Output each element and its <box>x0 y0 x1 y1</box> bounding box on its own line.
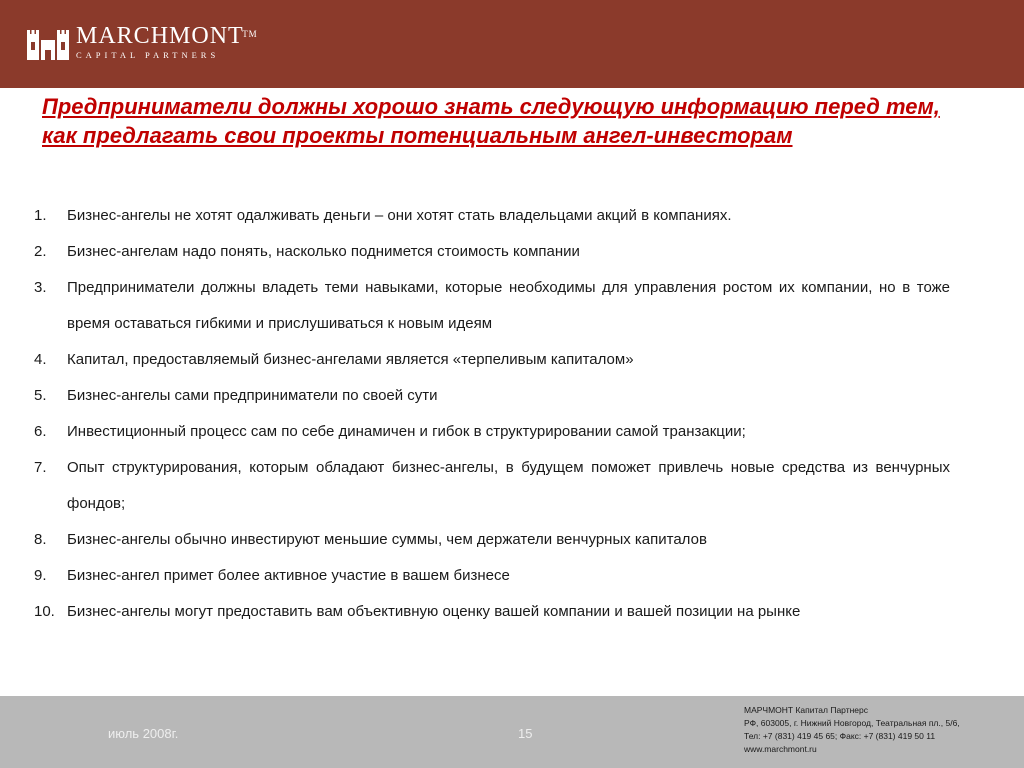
company-address: РФ, 603005, г. Нижний Новгород, Театральная пл., 5/6, <box>744 718 960 728</box>
list-item-text: Бизнес-ангелы обычно инвестируют меньшие суммы, чем держатели венчурных капиталов <box>67 531 707 548</box>
list-item <box>34 270 950 342</box>
company-name: МАРЧМОНТ Капитал Партнерс <box>744 705 869 715</box>
list-item-number: 5. <box>34 387 47 404</box>
marchmont-logo[interactable] <box>26 22 258 62</box>
footer-bar <box>0 696 1024 768</box>
trademark-mark: TM <box>242 29 258 39</box>
list-item-number: 3. <box>34 279 47 296</box>
company-contact-info <box>744 704 960 756</box>
list-item-number: 10. <box>34 603 55 620</box>
list-item <box>34 414 950 450</box>
company-phone: Тел: +7 (831) 419 45 65; Факс: +7 (831) 419 50 11 <box>744 731 936 741</box>
list-item-number: 4. <box>34 351 47 368</box>
list-item <box>34 594 950 630</box>
list-item <box>34 342 950 378</box>
list-item-number: 8. <box>34 531 47 548</box>
page-number: 15 <box>518 726 533 741</box>
list-item-text: Инвестиционный процесс сам по себе динамичен и гибок в структурировании самой транзакции; <box>67 423 746 440</box>
list-item-text: Опыт структурирования, которым обладают бизнес-ангелы, в будущем поможет привлечь новые средства из венчурных фондов; <box>67 459 950 512</box>
list-item <box>34 450 950 522</box>
list-item-number: 1. <box>34 207 47 224</box>
list-item-text: Капитал, предоставляемый бизнес-ангелами является «терпеливым капиталом» <box>67 351 634 368</box>
footer-date: июль 2008г. <box>108 726 179 741</box>
slide-title: Предприниматели должны хорошо знать следующую информацию перед тем, как предлагать свои проекты потенциальным ангел-инвесторам <box>42 94 940 148</box>
numbered-list <box>34 198 950 630</box>
list-item <box>34 558 950 594</box>
list-item-text: Бизнес-ангел примет более активное участие в вашем бизнесе <box>67 567 510 584</box>
list-item-number: 2. <box>34 243 47 260</box>
list-item-text: Бизнес-ангелы не хотят одалживать деньги – они хотят стать владельцами акций в компаниях. <box>67 207 732 224</box>
list-item-number: 6. <box>34 423 47 440</box>
list-item-number: 7. <box>34 459 47 476</box>
castle-icon <box>26 22 70 62</box>
list-item <box>34 378 950 414</box>
list-item <box>34 234 950 270</box>
company-website-link[interactable]: www.marchmont.ru <box>744 744 817 754</box>
list-item <box>34 198 950 234</box>
header-bar <box>0 0 1024 88</box>
list-item-text: Бизнес-ангелы могут предоставить вам объективную оценку вашей компании и вашей позиции на рынке <box>67 603 801 620</box>
list-item-number: 9. <box>34 567 47 584</box>
brand-name: MARCHMONT <box>76 23 244 49</box>
list-item <box>34 522 950 558</box>
list-item-text: Предприниматели должны владеть теми навыками, которые необходимы для управления ростом их компании, но в тоже время оставаться гибкими и прислушиваться к новым идеям <box>67 279 950 332</box>
list-item-text: Бизнес-ангелы сами предприниматели по своей сути <box>67 387 438 404</box>
brand-subtitle: CAPITAL PARTNERS <box>76 50 220 60</box>
list-item-text: Бизнес-ангелам надо понять, насколько поднимется стоимость компании <box>67 243 580 260</box>
